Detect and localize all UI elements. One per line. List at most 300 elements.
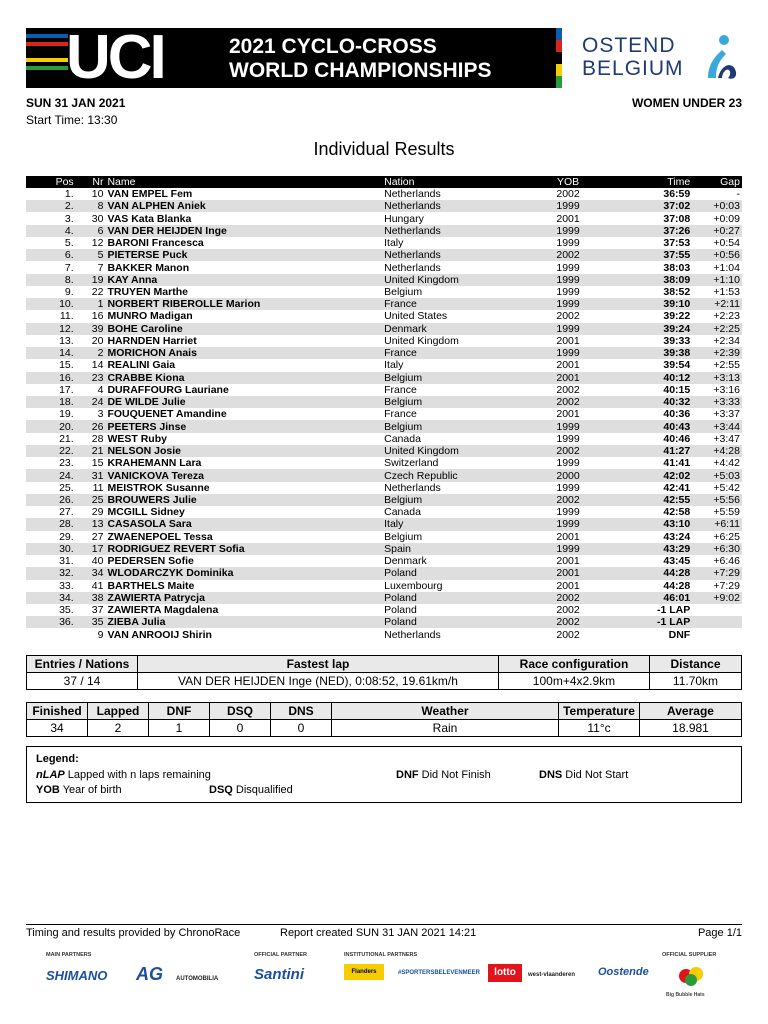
cell-gap: +3:13 [690,372,742,384]
cell-nation: United Kingdom [384,445,533,457]
race-config-value: 100m+4x2.9km [499,673,650,690]
col-gap: Gap [690,176,742,188]
cell-time: 40:32 [603,396,690,408]
cell-gap: +1:10 [690,274,742,286]
uci-logo-text: UCI [66,23,164,92]
col-nr: Nr [74,176,104,188]
cell-yob: 2002 [556,383,580,396]
legend-dnf-desc: Did Not Finish [421,769,491,781]
cell-yob: 1999 [556,261,580,274]
table-row [26,384,742,396]
rainbow-stripes [26,28,68,88]
cell-gap: +5:59 [713,506,740,519]
cell-pos: 32. [26,567,74,579]
cell-time: 41:27 [603,445,690,457]
table-row [26,286,742,298]
temperature-header: Temperature [559,703,640,720]
automobilia-logo: AUTOMOBILIA [176,976,219,982]
cell-nr: 41 [91,579,104,592]
cell-name: VAS Kata Blanka [107,212,192,225]
cell-yob: 1999 [556,237,580,250]
cell-nation: Hungary [384,212,424,225]
cell-nr: 27 [91,530,104,543]
dns-value: 0 [271,720,332,737]
legend-dsq-desc: Disqualified [235,784,293,796]
cell-time: 43:10 [603,518,690,530]
cell-time: 39:54 [663,359,691,372]
main-partners-label: MAIN PARTNERS [46,952,92,958]
legend-dsq [209,784,293,796]
cell-nation: Spain [384,543,533,555]
cell-yob: 1999 [533,200,603,212]
table-row [26,225,742,237]
cell-nr: 4 [97,383,104,396]
cell-yob: 2001 [533,372,603,384]
cell-gap: +1:53 [713,285,740,298]
legend-dsq-key: DSQ [209,784,233,796]
legend-nlap [36,769,211,781]
cell-pos: 24. [26,469,74,481]
cell-nation: Italy [384,359,404,372]
cell-gap: +0:56 [690,249,742,261]
cell-pos: 29. [59,530,74,543]
cell-nr: 7 [97,261,104,274]
cell-yob: 1999 [533,225,603,237]
cell-nation: Belgium [384,372,533,384]
cell-gap: +6:11 [690,518,742,530]
cell-nr: 19 [74,274,104,286]
cell-nr: 20 [91,334,104,347]
cell-name: KAY Anna [103,274,384,286]
table-row [26,482,742,494]
cell-nation: Netherlands [384,225,533,237]
cell-gap: +2:25 [690,323,742,335]
cell-nation: Italy [384,518,533,530]
cell-yob: 2002 [533,249,603,261]
cell-yob: 1999 [556,457,580,470]
table-row [26,200,742,212]
cell-gap: +0:09 [713,212,740,225]
table-row [26,543,742,555]
cell-gap [690,616,742,628]
cell-pos: 34. [26,592,74,604]
cell-gap: +2:11 [690,298,742,310]
cell-pos: 11. [59,310,74,323]
legend-yob-key: YOB [36,784,60,796]
cell-time: 39:24 [603,323,690,335]
cell-gap: +2:34 [713,334,740,347]
cell-gap: +5:03 [690,469,742,481]
cell-pos: 35. [59,604,74,617]
cell-yob: 2001 [556,530,580,543]
host-city [582,34,684,80]
legend-dns [539,769,628,781]
cell-yob: 2002 [556,310,580,323]
average-header: Average [640,703,742,720]
cell-nation: Canada [384,432,421,445]
cell-time: 44:28 [663,579,691,592]
cell-gap: +0:27 [690,225,742,237]
results-table [26,176,742,641]
cell-pos: 14. [26,347,74,359]
weather-header: Weather [332,703,559,720]
cell-nr: 29 [91,506,104,519]
cell-name: WLODARCZYK Dominika [103,567,384,579]
cell-pos: 23. [59,457,74,470]
col-nation: Nation [384,176,533,188]
cell-nation: Poland [384,616,533,628]
cell-yob: 1999 [533,543,603,555]
cell-name: PEDERSEN Sofie [107,555,194,568]
cell-gap: +3:47 [713,432,740,445]
cell-nation: Netherlands [384,188,441,201]
cell-name: DURAFFOURG Lauriane [107,383,229,396]
cell-nation: Denmark [384,323,533,335]
table-row [26,420,742,432]
host-line1: OSTEND [582,34,676,57]
table-row [26,555,742,567]
cell-nation: France [384,383,417,396]
cell-gap [690,628,742,640]
cell-gap: +6:25 [713,530,740,543]
cell-nation: Poland [384,604,417,617]
sporters-logo: #SPORTERSBELEVENMEER [398,970,481,976]
cell-nation: Belgium [384,285,423,298]
cell-gap: +3:37 [713,408,740,421]
cell-yob: 2000 [533,469,603,481]
cell-nr: 6 [74,225,104,237]
cell-name: CASASOLA Sara [103,518,384,530]
cell-name: MUNRO Madigan [107,310,193,323]
cell-pos: 3. [64,212,74,225]
table-row [26,518,742,530]
cell-nation: France [384,298,533,310]
cell-time: DNF [668,628,691,641]
cell-name: PIETERSE Puck [103,249,384,261]
legend-box [26,746,742,803]
cell-name: BARONI Francesca [107,237,204,250]
fastest-lap-header: Fastest lap [138,656,499,673]
cell-gap: +1:04 [713,261,740,274]
cell-yob: 2002 [533,616,603,628]
big-bubble-hats-text: Big Bubble Hats [666,992,705,998]
cell-pos: 1. [64,188,74,201]
cell-nation: Belgium [384,396,533,408]
cell-time: 40:46 [663,432,691,445]
cell-time: 37:53 [663,237,691,250]
legend-dnf-key: DNF [396,769,419,781]
cell-nr: 25 [74,494,104,506]
lotto-logo: lotto [488,964,522,982]
flanders-logo: Flanders [344,964,384,980]
cell-pos: 2. [26,200,74,212]
cell-gap: +2:55 [713,359,740,372]
host-rainbow-stripe [556,28,562,88]
cell-pos: 15. [59,359,74,372]
cell-name: BAKKER Manon [107,261,190,274]
results-header-row [26,176,742,188]
table-row [26,335,742,347]
cell-nation: Luxembourg [384,579,443,592]
cell-nation: Netherlands [384,200,533,212]
table-row [26,469,742,481]
host-line2: BELGIUM [582,57,684,80]
distance-header: Distance [650,656,742,673]
cell-name: KRAHEMANN Lara [107,457,202,470]
table-row [26,212,742,224]
cell-nr: 9 [97,628,104,641]
cell-gap: +6:46 [713,555,740,568]
cell-nr: 37 [91,604,104,617]
cell-nr: 24 [74,396,104,408]
institutional-partners-label: INSTITUTIONAL PARTNERS [344,952,418,958]
cell-pos: 36. [26,616,74,628]
table-row [26,372,742,384]
average-value: 18.981 [640,720,742,737]
race-date: SUN 31 JAN 2021 [26,96,126,110]
table-row [26,188,742,200]
cell-yob: 2001 [556,555,580,568]
cell-time: 43:24 [663,530,691,543]
official-partner-label: OFFICIAL PARTNER [254,952,307,958]
cell-nr: 40 [91,555,104,568]
cell-gap: +5:42 [713,481,740,494]
fastest-lap-value: VAN DER HEIJDEN Inge (NED), 0:08:52, 19.61km/h [138,673,499,690]
cell-nr: 31 [74,469,104,481]
cell-nr: 34 [74,567,104,579]
cell-nation: Canada [384,506,421,519]
cell-yob: 1999 [533,518,603,530]
cell-gap: +7:29 [690,567,742,579]
cell-nation: Netherlands [384,628,441,641]
cell-name: VAN ANROOIJ Shirin [107,628,212,641]
table-row [26,261,742,273]
cell-gap: +3:33 [690,396,742,408]
cell-yob: 1999 [533,420,603,432]
cell-pos: 26. [26,494,74,506]
race-config-header: Race configuration [499,656,650,673]
cell-yob: 2001 [556,408,580,421]
cell-pos: 17. [59,383,74,396]
ostend-wave-icon [704,32,740,84]
cell-name: PEETERS Jinse [103,420,384,432]
cell-pos: 20. [26,420,74,432]
cell-nr: 22 [91,285,104,298]
cell-pos: 33. [59,579,74,592]
legend-dnf [396,769,491,781]
event-title-block [211,28,556,88]
uci-logo [26,23,211,92]
table-row [26,506,742,518]
cell-pos: 30. [26,543,74,555]
cell-nation: Netherlands [384,481,441,494]
table-row [26,616,742,628]
table-row [26,531,742,543]
cell-name: FOUQUENET Amandine [107,408,227,421]
results-body [26,188,742,641]
cell-nation: Poland [384,592,533,604]
cell-name: MCGILL Sidney [107,506,185,519]
cell-pos [26,628,74,640]
cell-nr: 26 [74,420,104,432]
entries-header: Entries / Nations [27,656,138,673]
cell-nr: 14 [91,359,104,372]
cell-nation: Belgium [384,494,533,506]
race-info-table [26,655,742,690]
cell-gap: +3:16 [713,383,740,396]
cell-nation: United Kingdom [384,334,459,347]
cell-time: -1 LAP [656,604,691,617]
table-row [26,237,742,249]
page-title: Individual Results [313,139,455,159]
table-row [26,274,742,286]
cell-time: 46:01 [603,592,690,604]
cell-pos: 16. [26,372,74,384]
cell-name: MORICHON Anais [103,347,384,359]
cell-pos: 4. [26,225,74,237]
cell-name: DE WILDE Julie [103,396,384,408]
cell-name: VANICKOVA Tereza [103,469,384,481]
cell-time: 37:55 [603,249,690,261]
cell-nr: 15 [91,457,104,470]
table-row [26,433,742,445]
official-supplier-label: OFFICIAL SUPPLIER [662,952,717,958]
cell-pos: 10. [26,298,74,310]
cell-yob: 2001 [556,212,580,225]
cell-nation: Netherlands [384,261,441,274]
cell-pos: 9. [64,285,74,298]
cell-gap: +6:30 [690,543,742,555]
cell-yob: 2001 [556,359,580,372]
event-title-line2: WORLD CHAMPIONSHIPS [229,59,492,82]
cell-name: BROUWERS Julie [103,494,384,506]
cell-yob: 2001 [533,567,603,579]
cell-time: 39:33 [663,334,691,347]
cell-time: 41:41 [663,457,691,470]
cell-name: VAN ALPHEN Aniek [103,200,384,212]
cell-pos: 13. [59,334,74,347]
col-name: Name [103,176,384,188]
cell-name: ZIEBA Julia [103,616,384,628]
table-row [26,323,742,335]
cell-gap: +0:54 [713,237,740,250]
dns-header: DNS [271,703,332,720]
ag-logo: AG [136,964,163,984]
cell-nation: Italy [384,237,404,250]
bubble-hat-icon [676,964,706,988]
cell-nation: United States [384,310,448,323]
cell-time: 37:02 [603,200,690,212]
cell-gap [690,604,742,616]
cell-nr: 5 [74,249,104,261]
cell-time: 43:45 [663,555,691,568]
legend-title: Legend: [36,753,79,765]
col-yob: YOB [533,176,603,188]
cell-nr: 35 [74,616,104,628]
table-row [26,445,742,457]
weather-value: Rain [332,720,559,737]
dnf-value: 1 [149,720,210,737]
cell-name: ZWAENEPOEL Tessa [107,530,213,543]
cell-time: 43:29 [603,543,690,555]
table-row [26,347,742,359]
cell-yob: 1999 [533,298,603,310]
col-time: Time [603,176,690,188]
legend-yob-desc: Year of birth [62,784,122,796]
table-row [26,249,742,261]
cell-pos: 25. [59,481,74,494]
cell-nr: 12 [91,237,104,250]
event-title-line1: 2021 CYCLO-CROSS [229,35,437,58]
cell-gap: +3:44 [690,420,742,432]
table-row [26,359,742,371]
cell-nr: 2 [74,347,104,359]
cell-time: 40:12 [603,372,690,384]
cell-nr: 30 [91,212,104,225]
cell-name: VAN DER HEIJDEN Inge [103,225,384,237]
cell-gap: +9:02 [690,592,742,604]
cell-nr: 17 [74,543,104,555]
cell-nr: 11 [92,481,104,494]
cell-gap: +4:28 [690,445,742,457]
shimano-logo: SHIMANO [46,968,108,983]
legend-dns-desc: Did Not Start [565,769,629,781]
cell-nation: France [384,347,533,359]
cell-nation: Czech Republic [384,469,533,481]
cell-yob: 2002 [533,445,603,457]
cell-time: 37:08 [663,212,691,225]
footer-divider [26,924,742,925]
race-stats-table [26,702,742,737]
cell-name: BOHE Caroline [103,323,384,335]
footer-page: Page 1/1 [697,927,742,939]
cell-nr: 21 [74,445,104,457]
cell-yob: 2001 [556,334,580,347]
lapped-header: Lapped [88,703,149,720]
cell-yob: 2002 [533,592,603,604]
cell-time: 36:59 [663,188,691,201]
cell-name: CRABBE Kiona [103,372,384,384]
table-row [26,494,742,506]
legend-dns-key: DNS [539,769,563,781]
cell-yob: 1999 [533,347,603,359]
lapped-value: 2 [88,720,149,737]
cell-nr: 38 [74,592,104,604]
cell-pos: 31. [59,555,74,568]
cell-yob: 2002 [533,494,603,506]
cell-gap: +2:39 [690,347,742,359]
finished-value: 34 [27,720,88,737]
cell-nr: 3 [97,408,104,421]
cell-time: 40:43 [603,420,690,432]
cell-name: REALINI Gaia [107,359,176,372]
cell-gap: +0:03 [690,200,742,212]
cell-nation: Poland [384,567,533,579]
col-pos: Pos [26,176,74,188]
table-row [26,396,742,408]
cell-gap: +4:42 [713,457,740,470]
cell-time: 42:58 [663,506,691,519]
cell-nation: Switzerland [384,457,439,470]
table-row [26,457,742,469]
cell-time: 37:26 [603,225,690,237]
entries-value: 37 / 14 [27,673,138,690]
cell-yob: 2002 [556,188,580,201]
cell-time: 42:02 [603,469,690,481]
cell-yob: 2001 [556,579,580,592]
cell-yob: 1999 [556,285,580,298]
cell-name: ZAWIERTA Patrycja [103,592,384,604]
